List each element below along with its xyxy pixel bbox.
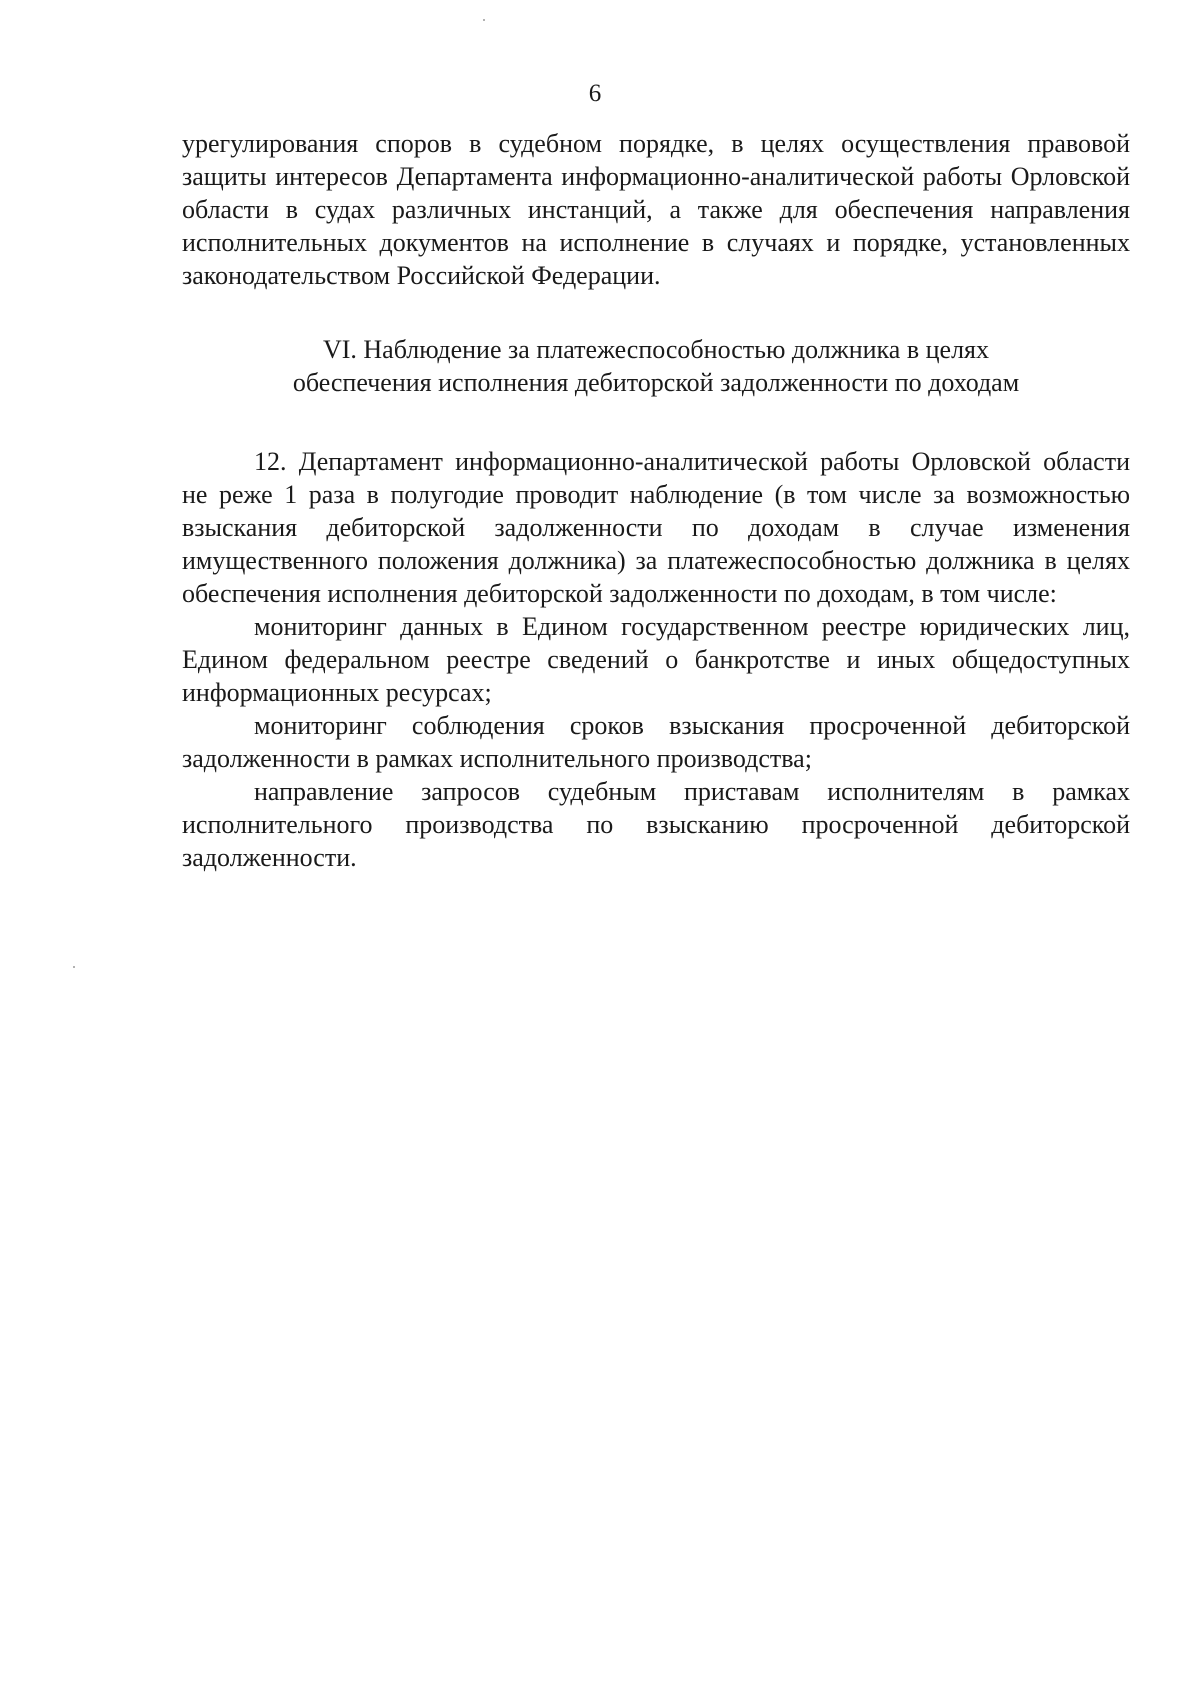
clause-12-item-3: направление запросов судебным приставам исполнителям в рамках исполнительного производства по взысканию просроченной дебиторской задолженности.: [182, 777, 1130, 872]
clause-12-item-1: мониторинг данных в Едином государственном реестре юридических лиц, Едином федеральном реестре сведений о банкротстве и иных общедоступных информационных ресурсах;: [182, 612, 1130, 707]
clause-12-intro: 12. Департамент информационно-аналитической работы Орловской области не реже 1 раза в полугодие проводит наблюдение (в том числе за возможностью взыскания дебиторской задолженности по доходам в случае изменения имущественного положения должника) за платежеспособностью должника в целях обеспечения исполнения дебиторской задолженности по доходам, в том числе:: [182, 447, 1130, 608]
clause-12-item-2: мониторинг соблюдения сроков взыскания просроченной дебиторской задолженности в рамках исполнительного производства;: [182, 711, 1130, 773]
document-body: [182, 127, 1130, 874]
scan-speck: [73, 966, 75, 968]
section-heading-line-2: обеспечения исполнения дебиторской задолженности по доходам: [292, 368, 1020, 397]
scan-speck: [483, 19, 485, 21]
section-heading-line-1: VI. Наблюдение за платежеспособностью должника в целях: [322, 335, 990, 364]
page-number: 6: [588, 80, 602, 107]
continued-paragraph: урегулирования споров в судебном порядке, в целях осуществления правовой защиты интересов Департамента информационно-аналитической работы Орловской области в судах различных инстанций, а также для обеспечения направления исполнительных документов на исполнение в случаях и порядке, установленных законодательством Российской Федерации.: [182, 129, 1130, 290]
section-heading: [182, 333, 1130, 399]
